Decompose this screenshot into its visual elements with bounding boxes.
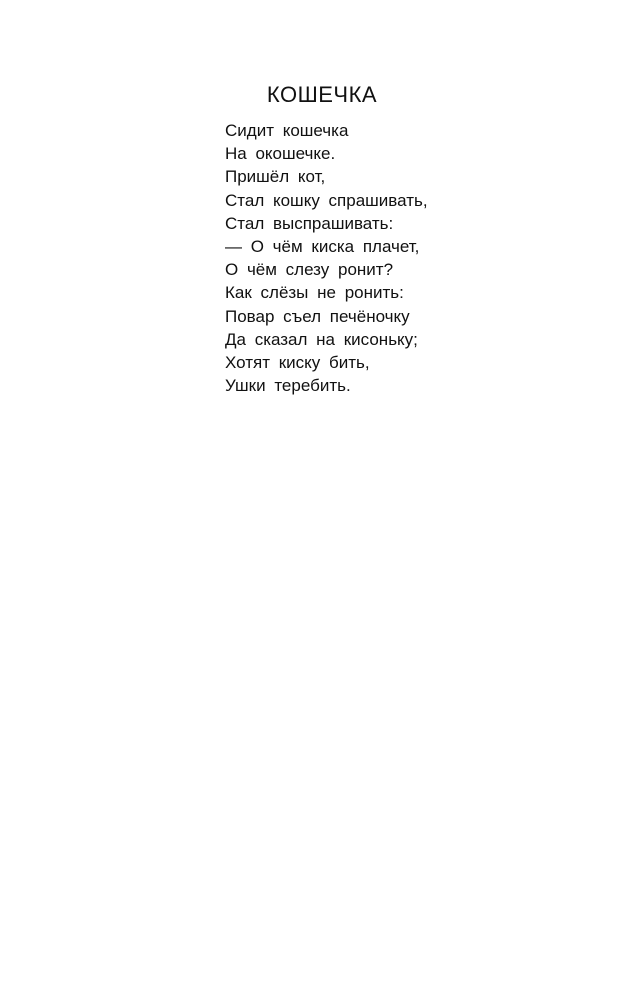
- poem-line: Как слёзы не ронить:: [225, 283, 404, 303]
- poem-line: Ушки теребить.: [225, 376, 351, 396]
- poem-line: О чём слезу ронит?: [225, 260, 394, 280]
- poem-line: Сидит кошечка: [225, 121, 349, 140]
- poem-line: На окошечке.: [225, 144, 336, 164]
- poem-line: Хотят киску бить,: [225, 352, 370, 372]
- poem-line: Да сказал на кисоньку;: [225, 329, 418, 349]
- poem-title: КОШЕЧКА: [266, 82, 378, 107]
- poem-line: Стал кошку спрашивать,: [225, 190, 428, 210]
- poem-line: — О чём киска плачет,: [225, 236, 420, 256]
- poem-line: Повар съел печёночку: [225, 306, 410, 326]
- poem-line: Стал выспрашивать:: [225, 213, 394, 233]
- poem-line: Пришёл кот,: [225, 167, 326, 187]
- poem-body: [225, 119, 428, 397]
